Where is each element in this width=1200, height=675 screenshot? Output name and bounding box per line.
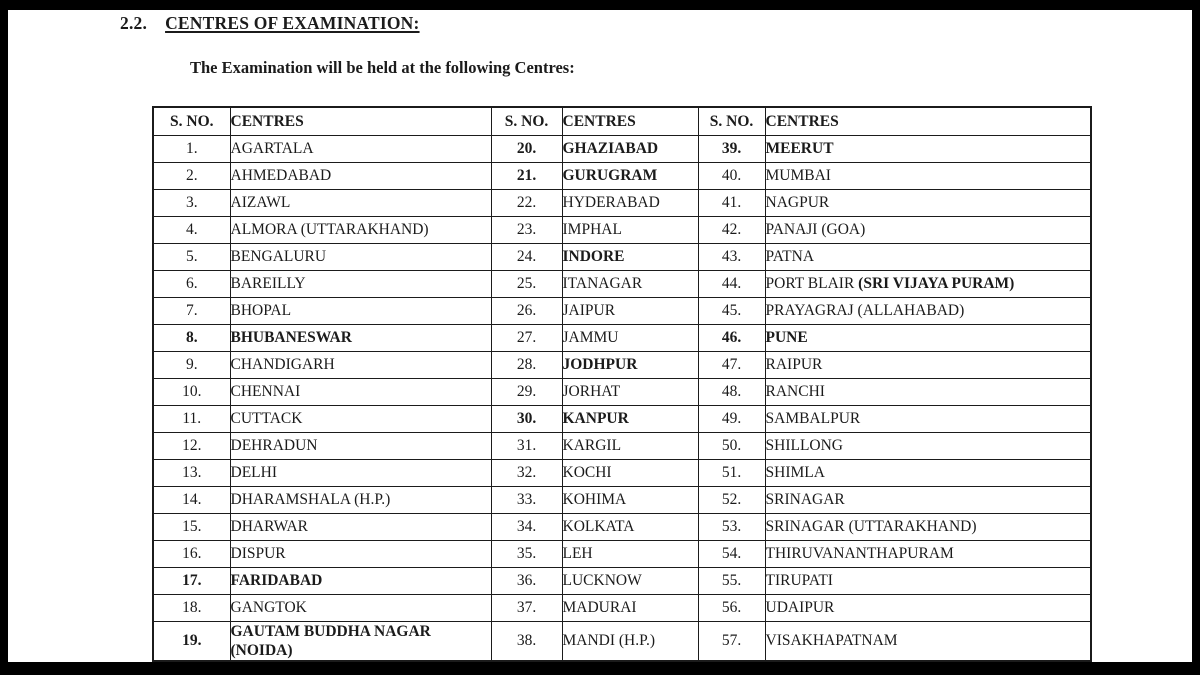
serial-number-cell: 21. (491, 162, 562, 189)
exam-centres-table-body (153, 135, 1091, 661)
centre-name-cell: AGARTALA (230, 135, 491, 162)
header-serial-no-1: S. NO. (153, 107, 230, 135)
table-row (153, 621, 1091, 661)
serial-number-cell: 54. (698, 540, 765, 567)
centre-name-cell: AHMEDABAD (230, 162, 491, 189)
serial-number-cell: 18. (153, 594, 230, 621)
serial-number-cell: 24. (491, 243, 562, 270)
exam-centres-table (152, 106, 1092, 662)
centre-name-cell: CUTTACK (230, 405, 491, 432)
serial-number-cell: 6. (153, 270, 230, 297)
serial-number-cell: 45. (698, 297, 765, 324)
serial-number-cell: 16. (153, 540, 230, 567)
centre-name-cell: PUNE (765, 324, 1091, 351)
serial-number-cell: 23. (491, 216, 562, 243)
table-header-row (153, 107, 1091, 135)
serial-number-cell: 48. (698, 378, 765, 405)
serial-number-cell: 39. (698, 135, 765, 162)
intro-text: The Examination will be held at the following Centres: (190, 58, 575, 77)
serial-number-cell: 34. (491, 513, 562, 540)
centre-name-cell: JAIPUR (562, 297, 698, 324)
centre-name-cell: GHAZIABAD (562, 135, 698, 162)
centre-name-cell: INDORE (562, 243, 698, 270)
serial-number-cell: 43. (698, 243, 765, 270)
serial-number-cell: 5. (153, 243, 230, 270)
centre-name-cell: DISPUR (230, 540, 491, 567)
table-row (153, 297, 1091, 324)
centre-name-cell: JORHAT (562, 378, 698, 405)
centre-name-cell: JODHPUR (562, 351, 698, 378)
centre-name-cell: ITANAGAR (562, 270, 698, 297)
serial-number-cell: 2. (153, 162, 230, 189)
serial-number-cell: 13. (153, 459, 230, 486)
centre-name-cell: LEH (562, 540, 698, 567)
centre-name-cell: MANDI (H.P.) (562, 621, 698, 661)
serial-number-cell: 51. (698, 459, 765, 486)
centre-name-cell: KARGIL (562, 432, 698, 459)
centre-name-cell: SHILLONG (765, 432, 1091, 459)
serial-number-cell: 7. (153, 297, 230, 324)
centre-name-cell: GURUGRAM (562, 162, 698, 189)
serial-number-cell: 14. (153, 486, 230, 513)
header-centres-2: CENTRES (562, 107, 698, 135)
serial-number-cell: 56. (698, 594, 765, 621)
serial-number-cell: 27. (491, 324, 562, 351)
serial-number-cell: 10. (153, 378, 230, 405)
serial-number-cell: 20. (491, 135, 562, 162)
centre-name-cell: KOHIMA (562, 486, 698, 513)
serial-number-cell: 26. (491, 297, 562, 324)
centre-name-cell: MADURAI (562, 594, 698, 621)
table-row (153, 324, 1091, 351)
table-row (153, 378, 1091, 405)
serial-number-cell: 1. (153, 135, 230, 162)
serial-number-cell: 49. (698, 405, 765, 432)
table-row (153, 216, 1091, 243)
centre-name-cell: PATNA (765, 243, 1091, 270)
centre-name-cell: SRINAGAR (765, 486, 1091, 513)
serial-number-cell: 12. (153, 432, 230, 459)
centre-name-cell: GANGTOK (230, 594, 491, 621)
serial-number-cell: 46. (698, 324, 765, 351)
serial-number-cell: 41. (698, 189, 765, 216)
centre-name-cell: PRAYAGRAJ (ALLAHABAD) (765, 297, 1091, 324)
centre-name-cell: CHENNAI (230, 378, 491, 405)
serial-number-cell: 17. (153, 567, 230, 594)
document-page (8, 10, 1192, 662)
serial-number-cell: 4. (153, 216, 230, 243)
table-row (153, 567, 1091, 594)
header-centres-3: CENTRES (765, 107, 1091, 135)
centre-name-cell: NAGPUR (765, 189, 1091, 216)
centre-name-cell: PANAJI (GOA) (765, 216, 1091, 243)
serial-number-cell: 36. (491, 567, 562, 594)
table-row (153, 270, 1091, 297)
centre-name-cell: SRINAGAR (UTTARAKHAND) (765, 513, 1091, 540)
centre-name-cell: HYDERABAD (562, 189, 698, 216)
centre-name-cell: RANCHI (765, 378, 1091, 405)
centre-name-cell: JAMMU (562, 324, 698, 351)
serial-number-cell: 30. (491, 405, 562, 432)
centre-name-cell: BENGALURU (230, 243, 491, 270)
serial-number-cell: 55. (698, 567, 765, 594)
serial-number-cell: 35. (491, 540, 562, 567)
centre-name-cell: DELHI (230, 459, 491, 486)
table-row (153, 189, 1091, 216)
centre-name-cell: AIZAWL (230, 189, 491, 216)
centre-name-cell: BHOPAL (230, 297, 491, 324)
centre-name-cell: DHARWAR (230, 513, 491, 540)
centre-name-cell: KOCHI (562, 459, 698, 486)
centre-name-cell: ALMORA (UTTARAKHAND) (230, 216, 491, 243)
serial-number-cell: 53. (698, 513, 765, 540)
centre-name-cell: KANPUR (562, 405, 698, 432)
serial-number-cell: 29. (491, 378, 562, 405)
section-number: 2.2. (120, 13, 148, 33)
table-row (153, 486, 1091, 513)
centre-name-cell: TIRUPATI (765, 567, 1091, 594)
centre-name-cell: KOLKATA (562, 513, 698, 540)
centre-name-cell: SAMBALPUR (765, 405, 1091, 432)
serial-number-cell: 33. (491, 486, 562, 513)
section-heading (120, 13, 420, 34)
header-serial-no-3: S. NO. (698, 107, 765, 135)
centre-name-cell: DEHRADUN (230, 432, 491, 459)
table-row (153, 540, 1091, 567)
serial-number-cell: 25. (491, 270, 562, 297)
centre-name-cell: PORT BLAIR (SRI VIJAYA PURAM) (765, 270, 1091, 297)
serial-number-cell: 37. (491, 594, 562, 621)
table-row (153, 405, 1091, 432)
serial-number-cell: 38. (491, 621, 562, 661)
serial-number-cell: 15. (153, 513, 230, 540)
table-row (153, 243, 1091, 270)
table-row (153, 594, 1091, 621)
centre-name-cell: DHARAMSHALA (H.P.) (230, 486, 491, 513)
centre-name-cell: BAREILLY (230, 270, 491, 297)
centre-name-cell: RAIPUR (765, 351, 1091, 378)
centre-name-cell: MUMBAI (765, 162, 1091, 189)
table-row (153, 351, 1091, 378)
centre-name-cell: CHANDIGARH (230, 351, 491, 378)
centre-name-cell: LUCKNOW (562, 567, 698, 594)
centre-name-cell: MEERUT (765, 135, 1091, 162)
header-serial-no-2: S. NO. (491, 107, 562, 135)
serial-number-cell: 57. (698, 621, 765, 661)
table-row (153, 432, 1091, 459)
header-centres-1: CENTRES (230, 107, 491, 135)
centre-name-cell: VISAKHAPATNAM (765, 621, 1091, 661)
centre-name-bold-part: (SRI VIJAYA PURAM) (858, 274, 1015, 292)
centre-name-cell: THIRUVANANTHAPURAM (765, 540, 1091, 567)
table-row (153, 135, 1091, 162)
table-row (153, 162, 1091, 189)
centre-name-cell: UDAIPUR (765, 594, 1091, 621)
centre-name-cell: IMPHAL (562, 216, 698, 243)
serial-number-cell: 19. (153, 621, 230, 661)
section-title: CENTRES OF EXAMINATION: (165, 13, 420, 33)
serial-number-cell: 28. (491, 351, 562, 378)
serial-number-cell: 32. (491, 459, 562, 486)
serial-number-cell: 42. (698, 216, 765, 243)
serial-number-cell: 44. (698, 270, 765, 297)
serial-number-cell: 47. (698, 351, 765, 378)
serial-number-cell: 3. (153, 189, 230, 216)
serial-number-cell: 50. (698, 432, 765, 459)
serial-number-cell: 8. (153, 324, 230, 351)
serial-number-cell: 11. (153, 405, 230, 432)
serial-number-cell: 52. (698, 486, 765, 513)
serial-number-cell: 31. (491, 432, 562, 459)
centre-name-cell: GAUTAM BUDDHA NAGAR (NOIDA) (230, 621, 491, 661)
centre-name-cell: SHIMLA (765, 459, 1091, 486)
serial-number-cell: 40. (698, 162, 765, 189)
centre-name-cell: FARIDABAD (230, 567, 491, 594)
serial-number-cell: 22. (491, 189, 562, 216)
serial-number-cell: 9. (153, 351, 230, 378)
table-row (153, 513, 1091, 540)
table-row (153, 459, 1091, 486)
centre-name-cell: BHUBANESWAR (230, 324, 491, 351)
